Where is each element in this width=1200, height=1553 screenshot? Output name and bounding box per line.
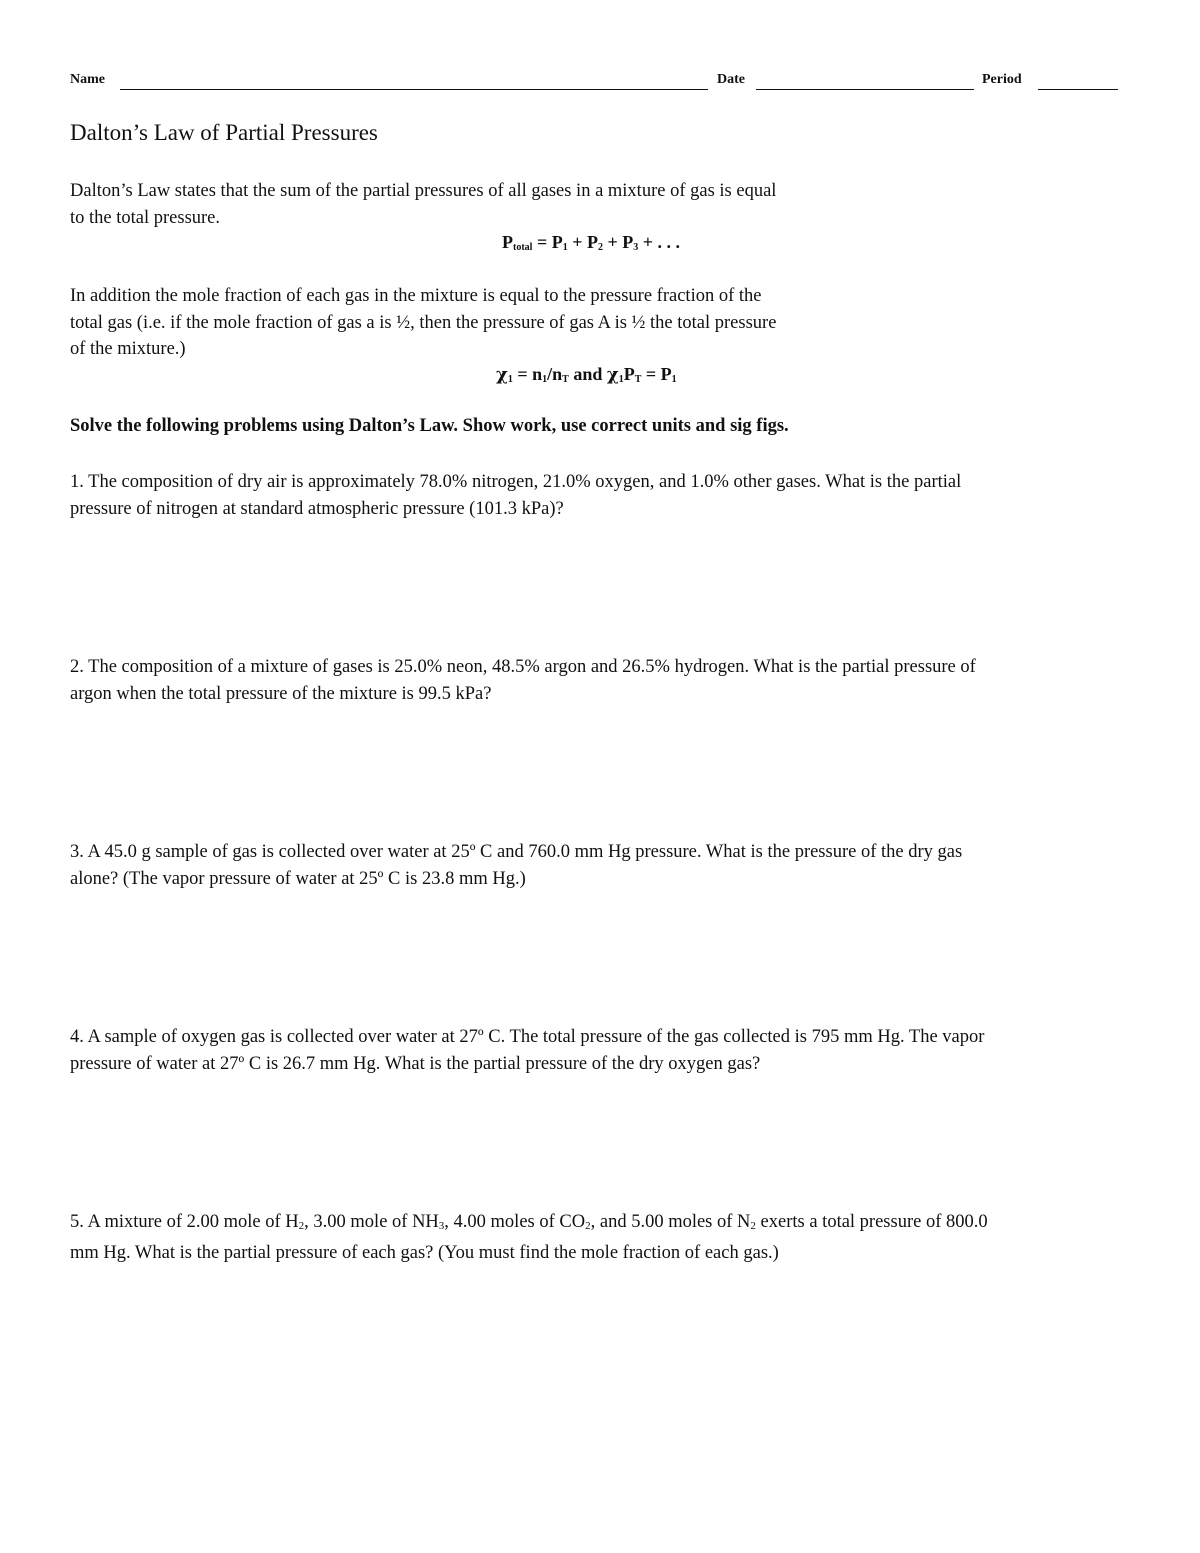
question-3-line-1: 3. A 45.0 g sample of gas is collected over water at 25º C and 760.0 mm Hg pressure. What is the pressure of the dry gas [70, 842, 963, 862]
intro-line-1: Dalton’s Law states that the sum of the partial pressures of all gases in a mixture of gas is equal [70, 181, 777, 201]
question-2 [70, 654, 976, 707]
question-1 [70, 469, 961, 522]
mole-fraction-formula: $\chi_1 = n_1/n_T$ and $\chi_1P_T = P_1$ [496, 364, 677, 385]
period-label: Period [982, 72, 1022, 87]
instructions: Solve the following problems using Dalton’s Law. Show work, use correct units and sig figs. [70, 416, 789, 436]
question-2-line-1: 2. The composition of a mixture of gases is 25.0% neon, 48.5% argon and 26.5% hydrogen. What is the partial pressure of [70, 657, 976, 677]
question-2-line-2: argon when the total pressure of the mixture is 99.5 kPa? [70, 683, 492, 704]
period-field-line[interactable] [1038, 89, 1118, 90]
question-3-line-2: alone? (The vapor pressure of water at 25º C is 23.8 mm Hg.) [70, 868, 526, 889]
question-5-line-2: mm Hg. What is the partial pressure of each gas? (You must find the mole fraction of each gas.) [70, 1242, 779, 1263]
question-1-line-1: 1. The composition of dry air is approximately 78.0% nitrogen, 21.0% oxygen, and 1.0% other gases. What is the partial [70, 472, 962, 492]
question-4-line-2: pressure of water at 27º C is 26.7 mm Hg. What is the partial pressure of the dry oxygen gas? [70, 1053, 761, 1074]
intro-paragraph [70, 178, 776, 231]
student-info-header [70, 72, 1118, 94]
intro-line-2: to the total pressure. [70, 207, 221, 228]
mole-fraction-paragraph [70, 283, 776, 363]
question-3 [70, 839, 962, 892]
name-field-line[interactable] [120, 89, 708, 90]
question-5-line-1: 5. A mixture of 2.00 mole of $H_2$, 3.00 mole of $NH_3$, 4.00 moles of $CO_2$, and 5.00 moles of $N_2$ exerts a total pressure of 800.0 [70, 1212, 988, 1232]
question-4-line-1: 4. A sample of oxygen gas is collected over water at 27º C. The total pressure of the gas collected is 795 mm Hg. The vapor [70, 1027, 985, 1047]
page-title: Dalton’s Law of Partial Pressures [70, 120, 378, 145]
date-label: Date [717, 72, 745, 87]
question-4 [70, 1024, 984, 1077]
mole-fraction-line-3: of the mixture.) [70, 339, 186, 359]
question-1-line-2: pressure of nitrogen at standard atmospheric pressure (101.3 kPa)? [70, 498, 564, 519]
daltons-law-formula: $P_{total} = P_1 + P_2 + P_3$ + . . . [502, 232, 681, 253]
question-5 [70, 1209, 988, 1266]
date-field-line[interactable] [756, 89, 974, 90]
mole-fraction-line-2: total gas (i.e. if the mole fraction of gas a is ½, then the pressure of gas A is ½ the total pressure [70, 312, 777, 333]
name-label: Name [70, 72, 105, 87]
mole-fraction-line-1: In addition the mole fraction of each gas in the mixture is equal to the pressure fraction of the [70, 286, 762, 306]
